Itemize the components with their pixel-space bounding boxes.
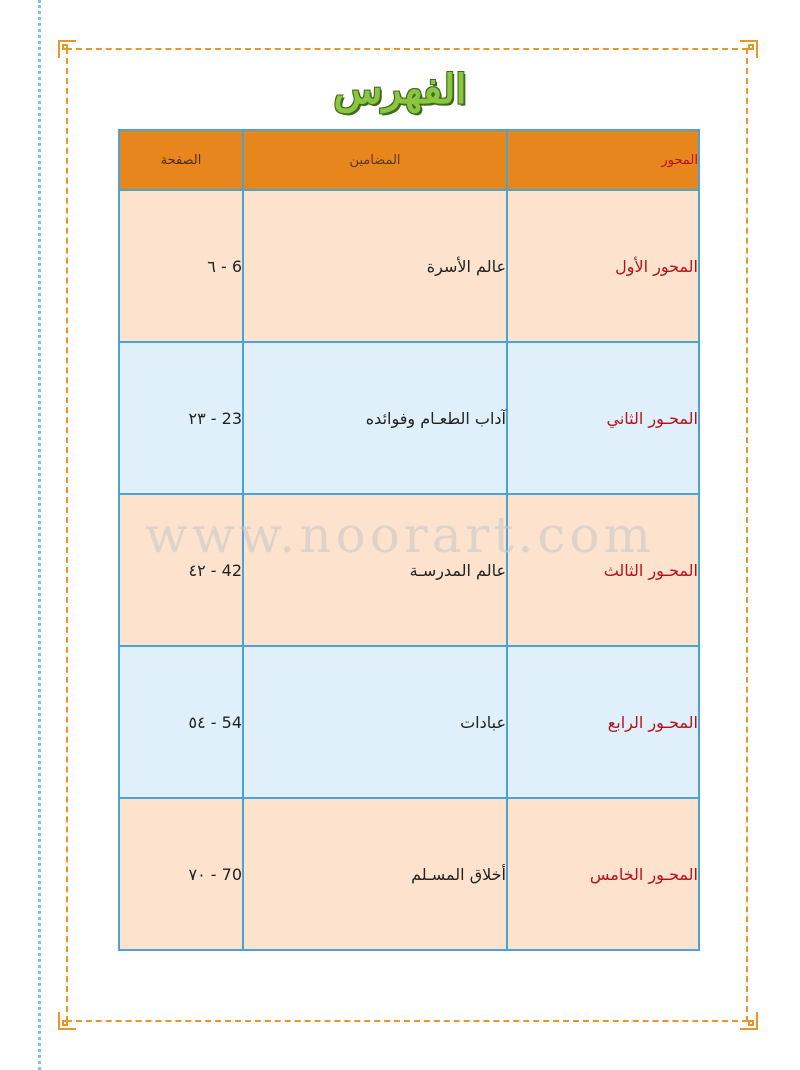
row-content: عالم المدرسـة <box>243 494 507 646</box>
row-content: أخلاق المسـلم <box>243 798 507 950</box>
header-axis: المحور <box>507 130 699 190</box>
row-page: ٤٢ - 42 <box>119 494 243 646</box>
corner-ornament-top-left <box>58 40 76 58</box>
table-row <box>119 190 699 342</box>
row-axis: المحور الأول <box>507 190 699 342</box>
watermark: www.noorart.com <box>145 506 655 564</box>
row-axis: المحـور الثاني <box>507 342 699 494</box>
row-page: ٦ - 6 <box>119 190 243 342</box>
row-content: آداب الطعـام وفوائده <box>243 342 507 494</box>
row-content: عالم الأسرة <box>243 190 507 342</box>
header-content: المضامين <box>243 130 507 190</box>
row-content: عبادات <box>243 646 507 798</box>
row-page: ٧٠ - 70 <box>119 798 243 950</box>
row-page: ٥٤ - 54 <box>119 646 243 798</box>
row-axis: المحـور الثالث <box>507 494 699 646</box>
corner-ornament-bottom-left <box>58 1012 76 1030</box>
corner-ornament-top-right <box>740 40 758 58</box>
table-row <box>119 342 699 494</box>
row-page: ٢٣ - 23 <box>119 342 243 494</box>
table-row <box>119 646 699 798</box>
corner-ornament-bottom-right <box>740 1012 758 1030</box>
page-title: الفهرس <box>333 66 467 113</box>
header-page: الصفحة <box>119 130 243 190</box>
row-axis: المحـور الرابع <box>507 646 699 798</box>
row-axis: المحـور الخامس <box>507 798 699 950</box>
table-row <box>119 798 699 950</box>
table-header-row <box>119 130 699 190</box>
